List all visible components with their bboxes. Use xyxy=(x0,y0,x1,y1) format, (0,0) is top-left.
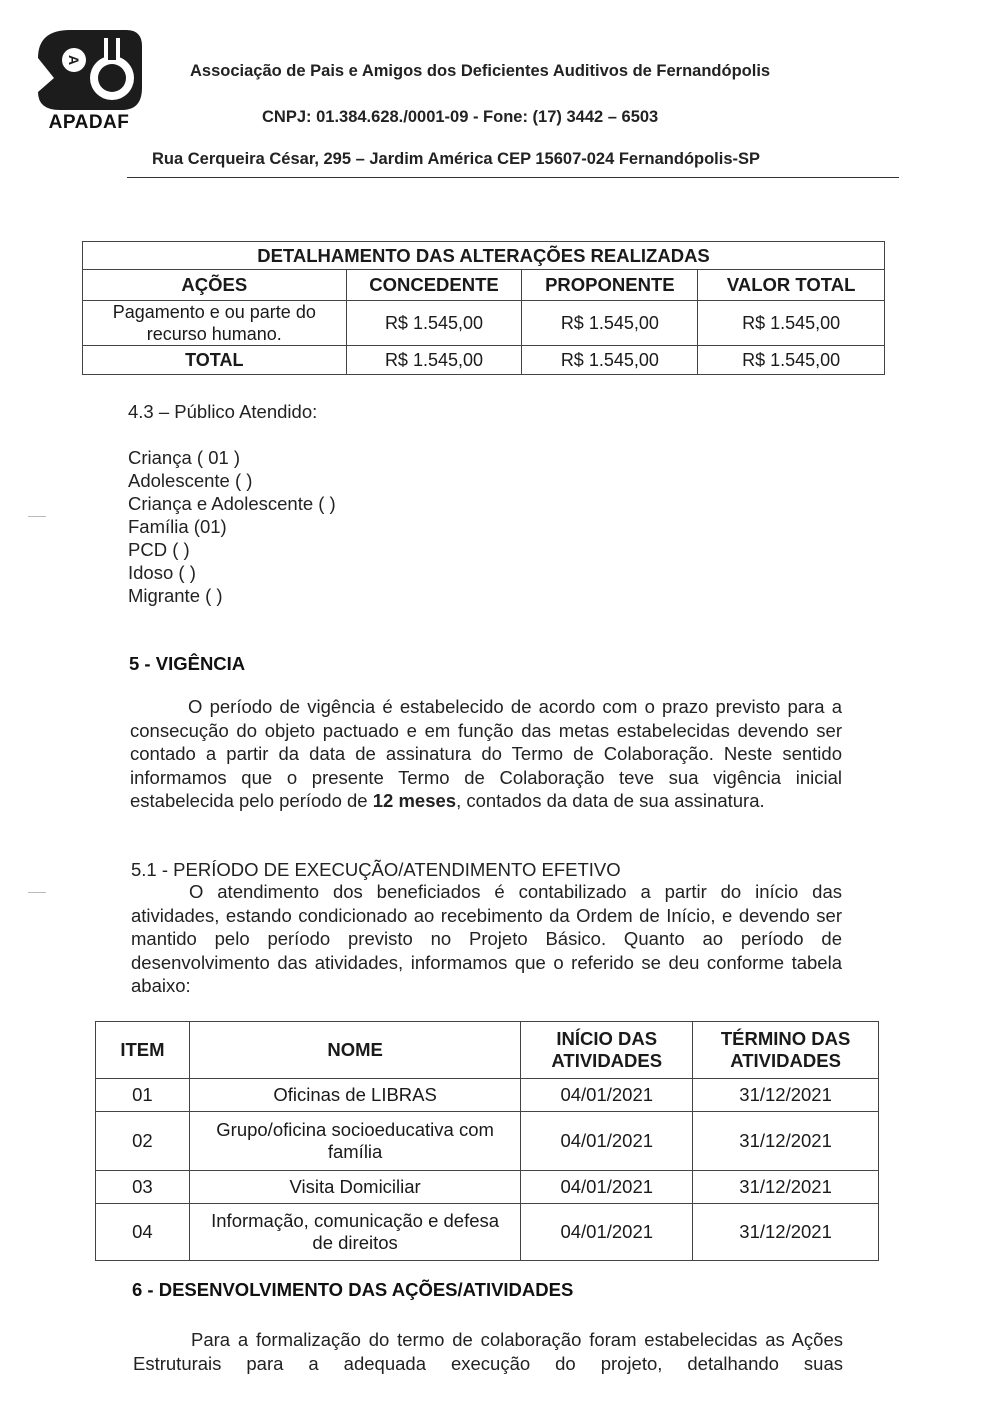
table-row xyxy=(96,1204,879,1261)
table-row xyxy=(83,301,885,346)
table-row xyxy=(96,1112,879,1171)
column-header-inicio xyxy=(521,1022,693,1079)
inicio-header-line-2: ATIVIDADES xyxy=(551,1050,663,1071)
nome-cell xyxy=(189,1171,520,1204)
list-item: Família (01) xyxy=(128,516,227,537)
nome-cell xyxy=(189,1112,520,1171)
nome-line-1: Visita Domiciliar xyxy=(289,1176,421,1197)
table-title-row xyxy=(83,242,885,270)
nome-cell xyxy=(189,1079,520,1112)
cnpj-phone-line: CNPJ: 01.384.628./0001-09 - Fone: (17) 3442 – 6503 xyxy=(262,108,659,126)
acao-line-1: Pagamento e ou parte do xyxy=(112,302,316,322)
termino-header-line-1: TÉRMINO DAS xyxy=(720,1028,851,1049)
publico-heading: 4.3 – Público Atendido: xyxy=(128,401,318,422)
table-header-row xyxy=(83,270,885,301)
inicio-cell: 04/01/2021 xyxy=(521,1204,693,1261)
nome-line-2: de direitos xyxy=(312,1232,398,1253)
total-proponente: R$ 1.545,00 xyxy=(522,346,698,375)
scan-mark xyxy=(28,516,46,517)
nome-line-1: Grupo/oficina socioeducativa com xyxy=(216,1119,494,1140)
total-label: TOTAL xyxy=(83,346,347,375)
total-valor: R$ 1.545,00 xyxy=(698,346,885,375)
header-divider xyxy=(127,177,899,178)
table-row xyxy=(96,1079,879,1112)
nome-line-1: Informação, comunicação e defesa xyxy=(211,1210,500,1231)
apadaf-logo-graphic xyxy=(30,28,148,118)
column-header-acoes: AÇÕES xyxy=(83,270,347,301)
acao-line-2: recurso humano. xyxy=(146,324,282,344)
address-line: Rua Cerqueira César, 295 – Jardim América CEP 15607-024 Fernandópolis-SP xyxy=(152,150,761,168)
termino-cell: 31/12/2021 xyxy=(693,1171,879,1204)
list-item: Criança ( 01 ) xyxy=(128,447,241,468)
proponente-cell: R$ 1.545,00 xyxy=(522,301,698,346)
item-cell: 03 xyxy=(96,1171,190,1204)
table-total-row xyxy=(83,346,885,375)
column-header-valor-total: VALOR TOTAL xyxy=(698,270,885,301)
table-header-row xyxy=(96,1022,879,1079)
item-cell: 02 xyxy=(96,1112,190,1171)
organization-name: Associação de Pais e Amigos dos Deficientes Auditivos de Fernandópolis xyxy=(190,62,771,80)
scan-mark xyxy=(28,892,46,893)
table-title: DETALHAMENTO DAS ALTERAÇÕES REALIZADAS xyxy=(83,242,885,270)
column-header-nome: NOME xyxy=(189,1022,520,1079)
inicio-cell: 04/01/2021 xyxy=(521,1171,693,1204)
item-cell: 04 xyxy=(96,1204,190,1261)
execucao-heading: 5.1 - PERÍODO DE EXECUÇÃO/ATENDIMENTO EFETIVO xyxy=(131,859,621,880)
column-header-item: ITEM xyxy=(96,1022,190,1079)
vigencia-duration: 12 meses xyxy=(372,790,457,811)
concedente-cell: R$ 1.545,00 xyxy=(346,301,522,346)
termino-cell: 31/12/2021 xyxy=(693,1112,879,1171)
inicio-cell: 04/01/2021 xyxy=(521,1112,693,1171)
apadaf-logo xyxy=(30,28,148,132)
total-concedente: R$ 1.545,00 xyxy=(346,346,522,375)
valor-total-cell: R$ 1.545,00 xyxy=(698,301,885,346)
list-item: Idoso ( ) xyxy=(128,562,196,583)
vigencia-text-2: , contados da data de sua assinatura. xyxy=(456,790,765,811)
termino-cell: 31/12/2021 xyxy=(693,1204,879,1261)
publico-list xyxy=(128,446,336,607)
vigencia-paragraph xyxy=(130,695,842,813)
vigencia-text-1: O período de vigência é estabelecido de acordo com o prazo previsto para a consecução do objeto pactuado e em função das metas estabelecidas devendo ser contado a partir da data de assinatura do Termo de Colaboração. Neste sentido informamos que o presente Termo de Colaboração teve sua vigência inicial estabelecida pelo período de xyxy=(130,696,842,811)
column-header-proponente: PROPONENTE xyxy=(522,270,698,301)
acao-cell xyxy=(83,301,347,346)
atividades-table xyxy=(95,1021,879,1261)
desenvolvimento-heading: 6 - DESENVOLVIMENTO DAS AÇÕES/ATIVIDADES xyxy=(132,1279,574,1300)
logo-wordmark: APADAF xyxy=(48,112,130,133)
nome-line-1: Oficinas de LIBRAS xyxy=(273,1084,437,1105)
list-item: Adolescente ( ) xyxy=(128,470,253,491)
nome-line-2: família xyxy=(327,1141,383,1162)
vigencia-heading: 5 - VIGÊNCIA xyxy=(129,653,246,674)
item-cell: 01 xyxy=(96,1079,190,1112)
list-item: Criança e Adolescente ( ) xyxy=(128,493,336,514)
termino-header-line-2: ATIVIDADES xyxy=(730,1050,841,1071)
termino-cell: 31/12/2021 xyxy=(693,1079,879,1112)
desenvolvimento-paragraph: Para a formalização do termo de colaboração foram estabelecidas as Ações Estruturais para a adequada execução do projeto, detalhando suas xyxy=(133,1329,843,1374)
alteracoes-table xyxy=(82,241,885,375)
list-item: Migrante ( ) xyxy=(128,585,223,606)
column-header-concedente: CONCEDENTE xyxy=(346,270,522,301)
execucao-paragraph: O atendimento dos beneficiados é contabilizado a partir do início das atividades, estando condicionado ao recebimento da Ordem de Início, e devendo ser mantido pelo período previsto no Projeto Básico. Quanto ao período de desenvolvimento das atividades, informamos que o referido se deu conforme tabela abaixo: xyxy=(131,881,842,996)
inicio-header-line-1: INÍCIO DAS xyxy=(556,1028,658,1049)
nome-cell xyxy=(189,1204,520,1261)
svg-text:A: A xyxy=(66,54,82,66)
table-row xyxy=(96,1171,879,1204)
column-header-termino xyxy=(693,1022,879,1079)
list-item: PCD ( ) xyxy=(128,539,190,560)
inicio-cell: 04/01/2021 xyxy=(521,1079,693,1112)
